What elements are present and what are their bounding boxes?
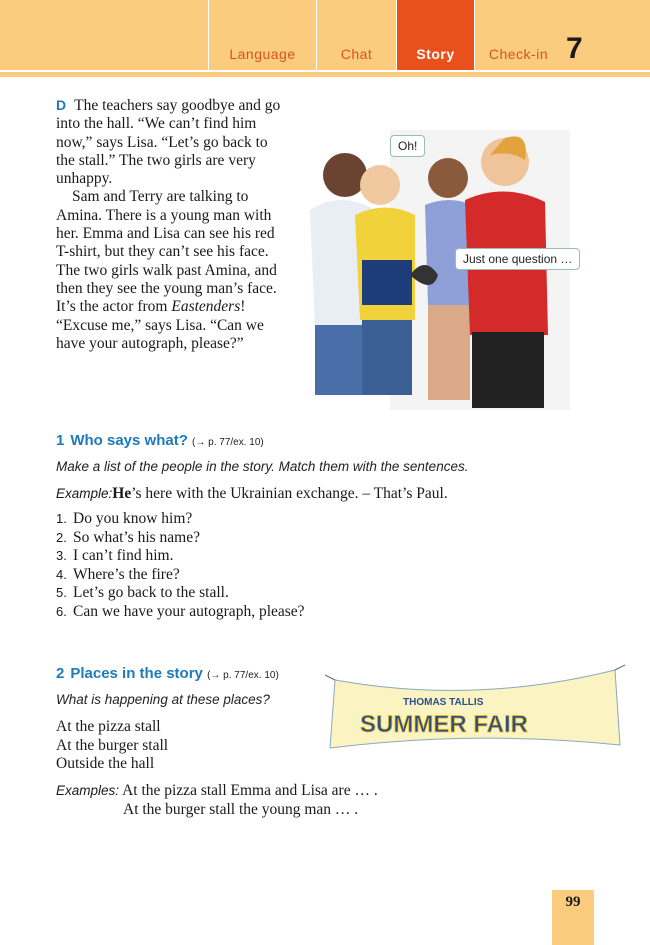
places-list — [56, 718, 168, 774]
example-label: Example: — [56, 486, 113, 501]
tab-chat[interactable]: Chat — [316, 0, 396, 70]
item-number: 6. — [56, 603, 67, 619]
item-number: 5. — [56, 585, 67, 600]
exercise-1-example — [56, 485, 448, 503]
examples-label: Examples: — [56, 783, 120, 798]
exercise-2-heading — [56, 665, 279, 682]
banner-rope-left — [325, 675, 335, 680]
list-item — [56, 510, 305, 529]
shirt-stripe — [362, 260, 412, 305]
banner-line-1: THOMAS TALLIS — [403, 697, 484, 708]
place-item: At the burger stall — [56, 736, 169, 754]
item-number: 3. — [56, 548, 67, 563]
girl-skirt — [428, 305, 470, 400]
item-text: Do you know him? — [73, 510, 193, 527]
banner-line-2: SUMMER FAIR — [360, 711, 528, 738]
example-1-text: At the pizza stall Emma and Lisa are … . — [122, 782, 378, 799]
speech-bubble-question: Just one question … — [455, 248, 580, 270]
list-item — [56, 584, 305, 603]
exercise-2-instruction: What is happening at these places? — [56, 692, 270, 707]
example-bold-word: He — [112, 485, 132, 502]
exercise-1-instruction: Make a list of the people in the story. Match them with the sentences. — [56, 459, 469, 474]
yellow-boy-head — [360, 165, 400, 205]
list-item — [56, 566, 305, 585]
man-trousers — [472, 332, 544, 408]
story-section-label: D — [56, 97, 67, 113]
exercise-2-title: Places in the story — [70, 665, 203, 682]
summer-fair-banner — [325, 660, 625, 770]
tab-check-in[interactable]: Check-in — [474, 0, 562, 70]
exercise-2-number: 2 — [56, 665, 65, 682]
item-text: I can’t find him. — [73, 547, 174, 564]
exercise-1-list — [56, 510, 305, 621]
tab-story[interactable]: Story — [396, 0, 474, 70]
exercise-2-example-1 — [56, 782, 378, 800]
story-paragraph-1 — [56, 96, 281, 188]
list-item — [56, 603, 305, 622]
list-item — [56, 529, 305, 548]
item-number: 1. — [56, 511, 67, 526]
place-item: At the pizza stall — [56, 718, 161, 735]
story-p2b-text: ! “Excuse me,” says Lisa. “Can we have your autograph, please?” — [56, 298, 264, 352]
yellow-boy-jeans — [362, 320, 412, 395]
tab-language[interactable]: Language — [208, 0, 316, 70]
item-text: Let’s go back to the stall. — [73, 584, 229, 601]
exercise-1-title: Who says what? — [70, 432, 188, 449]
story-p1-text: The teachers say goodbye and go into the hall. “We can’t find him now,” says Lisa. “Let’s go back to the stall.” The two girls are very unhappy. — [56, 97, 281, 188]
item-number: 4. — [56, 566, 67, 582]
banner-rope-right — [615, 665, 625, 670]
story-show-title: Eastenders — [171, 298, 241, 316]
exercise-1-number: 1 — [56, 432, 65, 449]
story-paragraph-2 — [56, 188, 281, 353]
list-item — [56, 547, 305, 566]
header-divider — [0, 70, 650, 77]
item-number: 2. — [56, 529, 67, 545]
exercise-2-example-2: At the burger stall the young man … . — [123, 801, 359, 818]
item-text: Can we have your autograph, please? — [73, 602, 305, 620]
place-item: Outside the hall — [56, 755, 155, 772]
story-p2a-text: Sam and Terry are talking to Amina. There is a young man with her. Emma and Lisa can see his red T-shirt, but they can’t see his face. The two girls walk past Amina, and then they see the young man’s face. It’s the actor from — [56, 188, 277, 316]
example-text: ’s here with the Ukrainian exchange. – That’s Paul. — [131, 485, 448, 502]
speech-bubble-oh: Oh! — [390, 135, 425, 157]
item-text: Where’s the fire? — [73, 565, 180, 583]
page-number: 99 — [552, 890, 594, 945]
girl-head — [428, 158, 468, 198]
item-text: So what’s his name? — [73, 528, 200, 546]
exercise-1-heading — [56, 432, 264, 449]
exercise-2-ref: (→ p. 77/ex. 10) — [207, 670, 279, 681]
story-text — [56, 96, 281, 353]
chapter-number: 7 — [566, 32, 583, 65]
exercise-1-ref: (→ p. 77/ex. 10) — [192, 437, 264, 448]
boy-head — [323, 153, 367, 197]
